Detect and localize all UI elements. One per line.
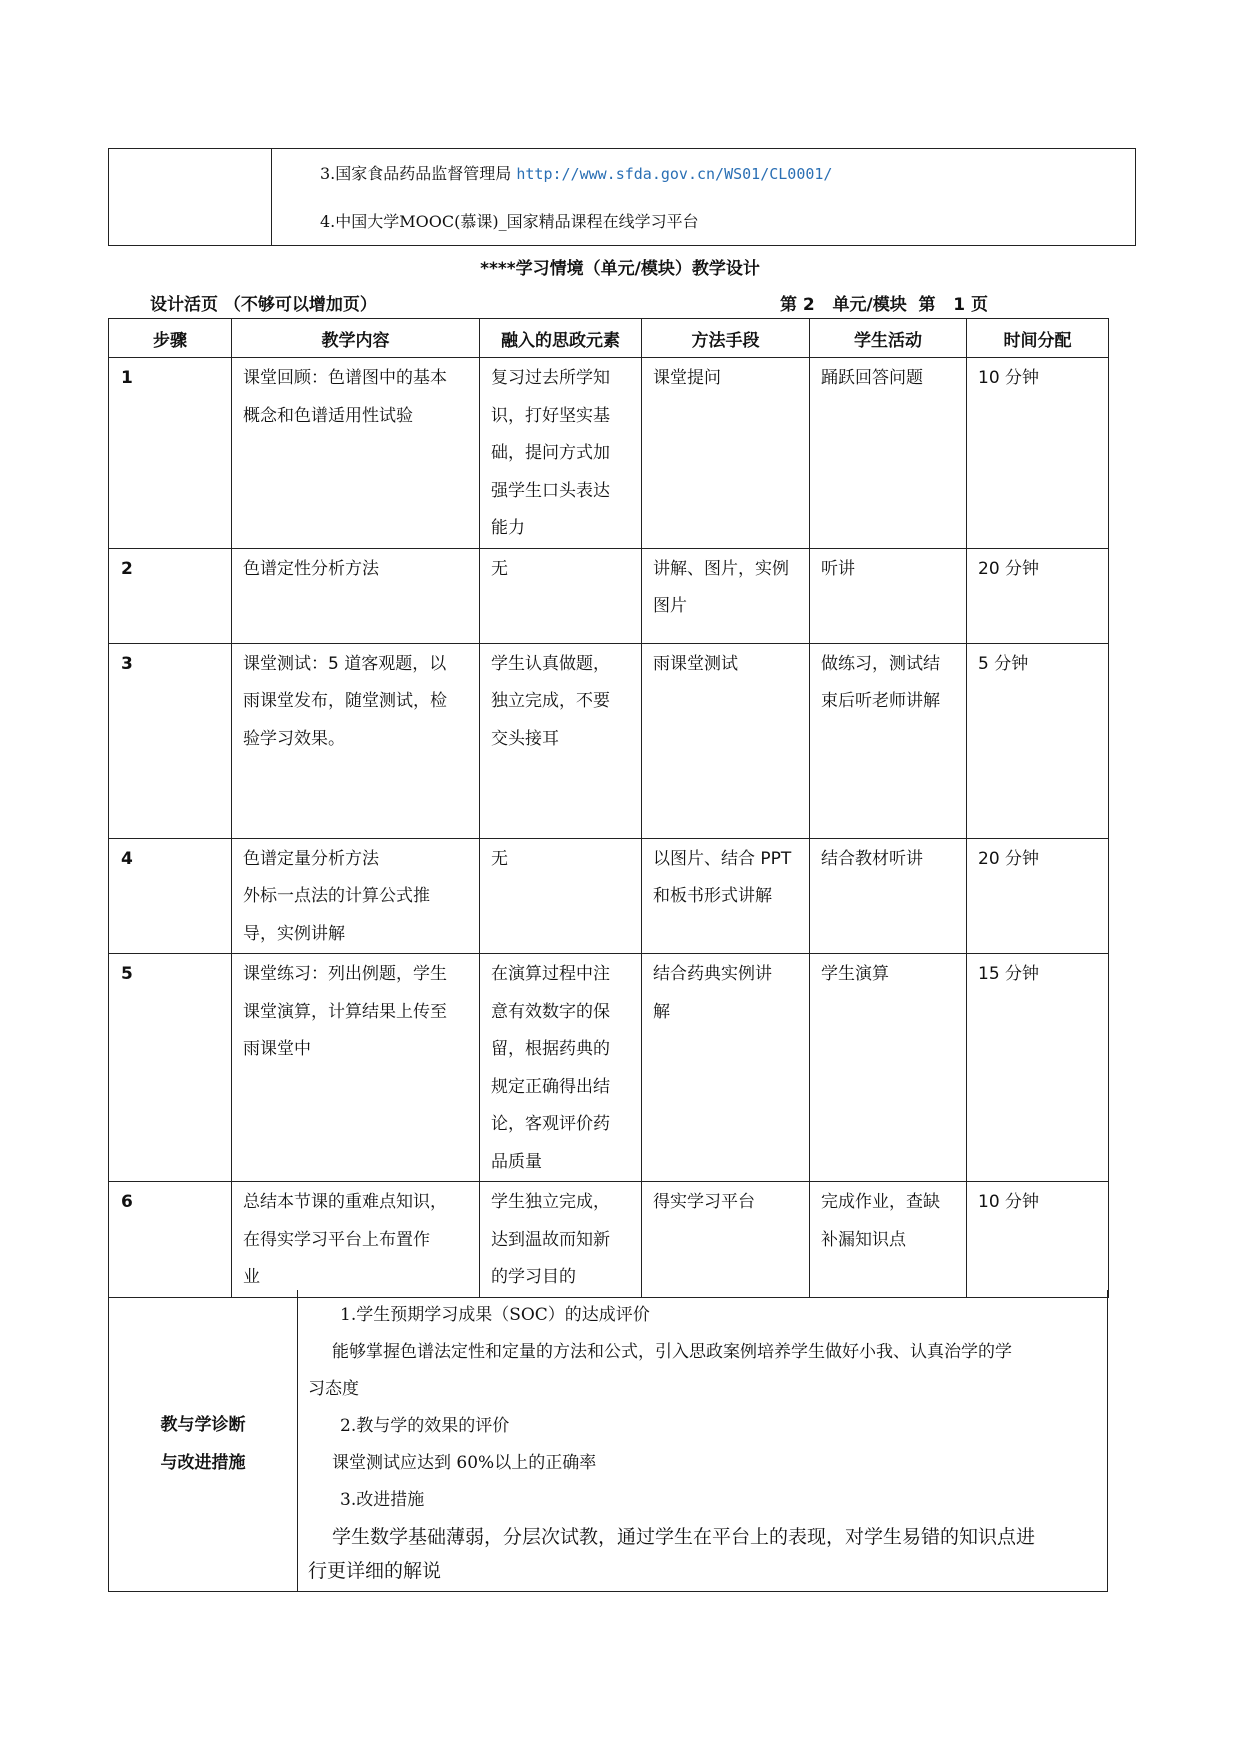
cell-step: 2 <box>109 548 232 643</box>
cell-time: 20 分钟 <box>967 548 1109 643</box>
cell-time: 10 分钟 <box>967 358 1109 549</box>
header-time: 时间分配 <box>967 319 1109 358</box>
header-content: 教学内容 <box>232 319 480 358</box>
cell-content <box>232 838 480 954</box>
cell-step: 6 <box>109 1182 232 1298</box>
cell-step: 3 <box>109 643 232 838</box>
diagnosis-content <box>298 1290 1107 1591</box>
resource-label-cell <box>109 149 272 245</box>
cell-line: 独立完成，不要 <box>491 691 610 711</box>
cell-line: 的学习目的 <box>491 1267 576 1287</box>
cell-line: 能力 <box>491 518 525 538</box>
cell-line: 课堂测试：5 道客观题，以 <box>243 653 447 674</box>
cell-time: 10 分钟 <box>967 1182 1109 1298</box>
cell-line: 业 <box>243 1267 260 1287</box>
cell-step: 4 <box>109 838 232 954</box>
cell-method <box>642 643 810 838</box>
cell-ideology <box>480 358 642 549</box>
resource-list-cell <box>272 149 1135 245</box>
table-row <box>109 358 1109 549</box>
soc-paragraph-line1: 能够掌握色谱法定性和定量的方法和公式，引入思政案例培养学生做好小我、认真治学的学 <box>332 1342 1012 1362</box>
page-indicator: 第 2 单元/模块 第 1 页 <box>780 295 989 315</box>
cell-method <box>642 548 810 643</box>
cell-line: 以图片、结合 PPT <box>653 848 792 869</box>
cell-line: 结合药典实例讲 <box>653 964 772 984</box>
resource-item-3-link[interactable]: http://www.sfda.gov.cn/WS01/CL0001/ <box>516 165 833 183</box>
cell-line: 学生演算 <box>821 964 889 984</box>
cell-line: 听讲 <box>821 558 855 579</box>
cell-content <box>232 1182 480 1298</box>
cell-line: 导，实例讲解 <box>243 923 345 944</box>
cell-activity <box>810 838 967 954</box>
cell-line: 讲解、图片，实例 <box>653 558 789 579</box>
resource-item-3 <box>320 161 832 184</box>
effect-heading: 2.教与学的效果的评价 <box>340 1416 510 1436</box>
cell-line: 补漏知识点 <box>821 1229 906 1250</box>
cell-line: 学生认真做题， <box>491 653 610 674</box>
cell-ideology <box>480 643 642 838</box>
cell-line: 色谱定量分析方法 <box>243 848 379 869</box>
table-row <box>109 1182 1109 1298</box>
table-row <box>109 838 1109 954</box>
cell-line: 规定正确得出结 <box>491 1076 610 1097</box>
header-step: 步骤 <box>109 319 232 358</box>
cell-ideology <box>480 548 642 643</box>
diagnosis-title-line2: 与改进措施 <box>160 1453 246 1473</box>
cell-time: 15 分钟 <box>967 954 1109 1182</box>
cell-line: 留，根据药典的 <box>491 1039 610 1059</box>
cell-content <box>232 643 480 838</box>
diagnosis-title-line1: 教与学诊断 <box>160 1415 246 1435</box>
cell-line: 课堂提问 <box>653 368 721 388</box>
cell-line: 课堂回顾：色谱图中的基本 <box>243 368 447 388</box>
table-header-row <box>109 319 1109 358</box>
cell-activity <box>810 548 967 643</box>
cell-line: 雨课堂发布，随堂测试，检 <box>243 691 447 711</box>
cell-time: 20 分钟 <box>967 838 1109 954</box>
cell-content <box>232 548 480 643</box>
cell-line: 结合教材听讲 <box>821 848 923 869</box>
soc-paragraph-line2: 习态度 <box>308 1379 359 1399</box>
resource-item-3-text: 3.国家食品药品监督管理局 <box>320 164 512 183</box>
cell-activity <box>810 954 967 1182</box>
cell-line: 品质量 <box>491 1151 542 1172</box>
cell-line: 做练习，测试结 <box>821 653 940 674</box>
cell-line: 雨课堂中 <box>243 1039 311 1059</box>
page-label: 设计活页 （不够可以增加页） <box>150 295 377 315</box>
header-method: 方法手段 <box>642 319 810 358</box>
resource-item-4: 4.中国大学MOOC(慕课)_国家精品课程在线学习平台 <box>320 212 699 231</box>
cell-step: 5 <box>109 954 232 1182</box>
cell-line: 图片 <box>653 596 687 616</box>
cell-method <box>642 358 810 549</box>
cell-step: 1 <box>109 358 232 549</box>
cell-line: 学生独立完成， <box>491 1192 610 1212</box>
table-row <box>109 548 1109 643</box>
header-activity: 学生活动 <box>810 319 967 358</box>
cell-line: 总结本节课的重难点知识， <box>243 1192 447 1212</box>
cell-method <box>642 838 810 954</box>
cell-line: 色谱定性分析方法 <box>243 558 379 579</box>
cell-content <box>232 954 480 1182</box>
diagnosis-title <box>109 1406 297 1482</box>
table-row <box>109 954 1109 1182</box>
cell-line: 解 <box>653 1001 670 1022</box>
effect-paragraph: 课堂测试应达到 60%以上的正确率 <box>332 1453 597 1473</box>
cell-line: 和板书形式讲解 <box>653 886 772 906</box>
cell-line: 无 <box>491 848 508 869</box>
cell-line: 交头接耳 <box>491 728 559 749</box>
cell-line: 外标一点法的计算公式推 <box>243 886 430 906</box>
cell-activity <box>810 358 967 549</box>
cell-line: 完成作业，查缺 <box>821 1192 940 1212</box>
cell-line: 础，提问方式加 <box>491 443 610 463</box>
teaching-design-table <box>108 318 1109 1298</box>
cell-line: 在演算过程中注 <box>491 964 610 984</box>
cell-ideology <box>480 838 642 954</box>
table-row <box>109 643 1109 838</box>
cell-method <box>642 954 810 1182</box>
improvement-heading: 3.改进措施 <box>340 1490 425 1510</box>
cell-line: 课堂练习：列出例题，学生 <box>243 964 447 984</box>
soc-heading: 1.学生预期学习成果（SOC）的达成评价 <box>340 1305 650 1325</box>
document-title: ****学习情境（单元/模块）教学设计 <box>480 259 760 279</box>
cell-line: 意有效数字的保 <box>491 1001 610 1022</box>
diagnosis-section <box>108 1290 1108 1592</box>
cell-activity <box>810 643 967 838</box>
improvement-paragraph-line1: 学生数学基础薄弱，分层次试教，通过学生在平台上的表现，对学生易错的知识点进 <box>332 1526 1036 1548</box>
cell-time: 5 分钟 <box>967 643 1109 838</box>
improvement-paragraph-line2: 行更详细的解说 <box>308 1560 442 1582</box>
cell-line: 雨课堂测试 <box>653 653 738 674</box>
cell-activity <box>810 1182 967 1298</box>
cell-ideology <box>480 954 642 1182</box>
cell-ideology <box>480 1182 642 1298</box>
diagnosis-label-cell <box>109 1290 298 1591</box>
cell-content <box>232 358 480 549</box>
cell-line: 复习过去所学知 <box>491 368 610 388</box>
cell-line: 束后听老师讲解 <box>821 691 940 711</box>
cell-line: 识，打好坚实基 <box>491 405 610 426</box>
cell-line: 课堂演算，计算结果上传至 <box>243 1001 447 1022</box>
cell-method <box>642 1182 810 1298</box>
cell-line: 强学生口头表达 <box>491 480 610 501</box>
cell-line: 论，客观评价药 <box>491 1114 610 1134</box>
header-ideology: 融入的思政元素 <box>480 319 642 358</box>
cell-line: 验学习效果。 <box>243 728 345 749</box>
cell-line: 无 <box>491 558 508 579</box>
cell-line: 踊跃回答问题 <box>821 368 923 388</box>
cell-line: 在得实学习平台上布置作 <box>243 1229 430 1250</box>
resource-table <box>108 148 1136 246</box>
cell-line: 达到温故而知新 <box>491 1229 610 1250</box>
cell-line: 概念和色谱适用性试验 <box>243 405 413 426</box>
cell-line: 得实学习平台 <box>653 1192 755 1212</box>
